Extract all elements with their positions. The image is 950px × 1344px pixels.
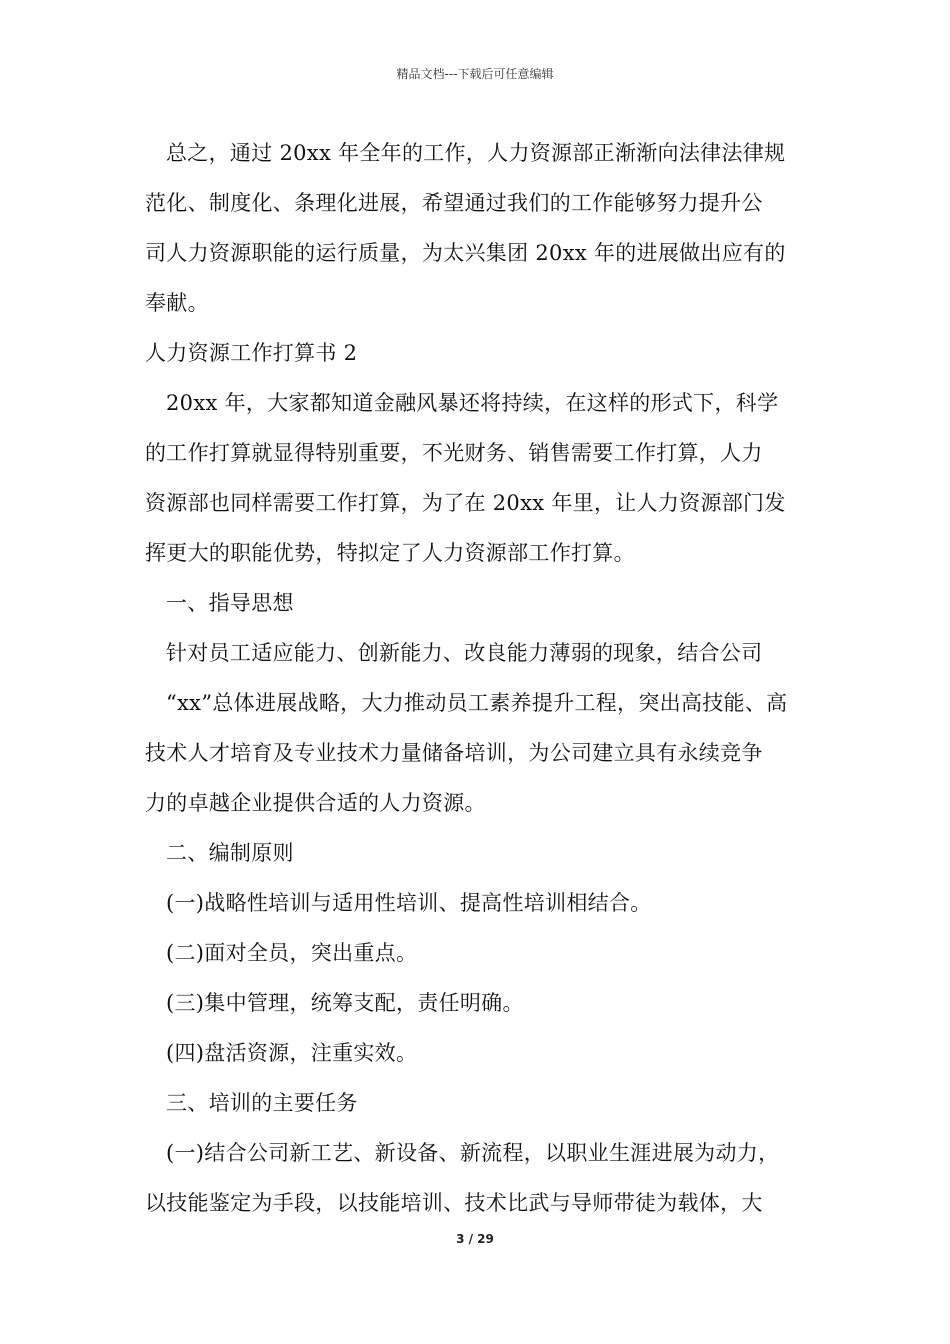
paragraph-line: 资源部也同样需要工作打算，为了在 20xx 年里，让人力资源部门发 bbox=[145, 491, 786, 515]
paragraph-line: 技术人才培育及专业技术力量储备培训，为公司建立具有永续竞争 bbox=[145, 741, 763, 765]
paragraph-line: 的工作打算就显得特别重要，不光财务、销售需要工作打算，人力 bbox=[145, 441, 763, 465]
paragraph-line: 司人力资源职能的运行质量，为太兴集团 20xx 年的进展做出应有的 bbox=[145, 241, 786, 265]
paragraph-line: (一)结合公司新工艺、新设备、新流程，以职业生涯进展为动力， bbox=[166, 1141, 780, 1165]
document-body bbox=[145, 128, 809, 1228]
heading-main-tasks: 三、培训的主要任务 bbox=[166, 1091, 358, 1115]
paragraph-line: 力的卓越企业提供合适的人力资源。 bbox=[145, 791, 486, 815]
paragraph-line: 20xx 年，大家都知道金融风暴还将持续，在这样的形式下，科学 bbox=[166, 391, 779, 415]
list-item: (四)盘活资源，注重实效。 bbox=[166, 1041, 418, 1065]
list-item: (二)面对全员，突出重点。 bbox=[166, 941, 418, 965]
paragraph-line: “xx”总体进展战略，大力推动员工素养提升工程，突出高技能、高 bbox=[166, 691, 788, 715]
paragraph-line: 奉献。 bbox=[145, 291, 209, 315]
page-number: 3 / 29 bbox=[456, 1232, 494, 1246]
paragraph-line: 范化、制度化、条理化进展，希望通过我们的工作能够努力提升公 bbox=[145, 191, 763, 215]
paragraph-line: 针对员工适应能力、创新能力、改良能力薄弱的现象，结合公司 bbox=[166, 641, 763, 665]
paragraph-line: 以技能鉴定为手段，以技能培训、技术比武与导师带徒为载体，大 bbox=[145, 1191, 763, 1215]
section-title: 人力资源工作打算书 2 bbox=[145, 341, 358, 365]
page-header: 精品文档---下载后可任意编辑 bbox=[396, 67, 554, 81]
heading-guiding-thought: 一、指导思想 bbox=[166, 591, 294, 615]
paragraph-line: 总之，通过 20xx 年全年的工作，人力资源部正渐渐向法律法律规 bbox=[166, 141, 786, 165]
list-item: (一)战略性培训与适用性培训、提高性培训相结合。 bbox=[166, 891, 652, 915]
list-item: (三)集中管理，统筹支配，责任明确。 bbox=[166, 991, 524, 1015]
paragraph-line: 挥更大的职能优势，特拟定了人力资源部工作打算。 bbox=[145, 541, 635, 565]
heading-principles: 二、编制原则 bbox=[166, 841, 294, 865]
